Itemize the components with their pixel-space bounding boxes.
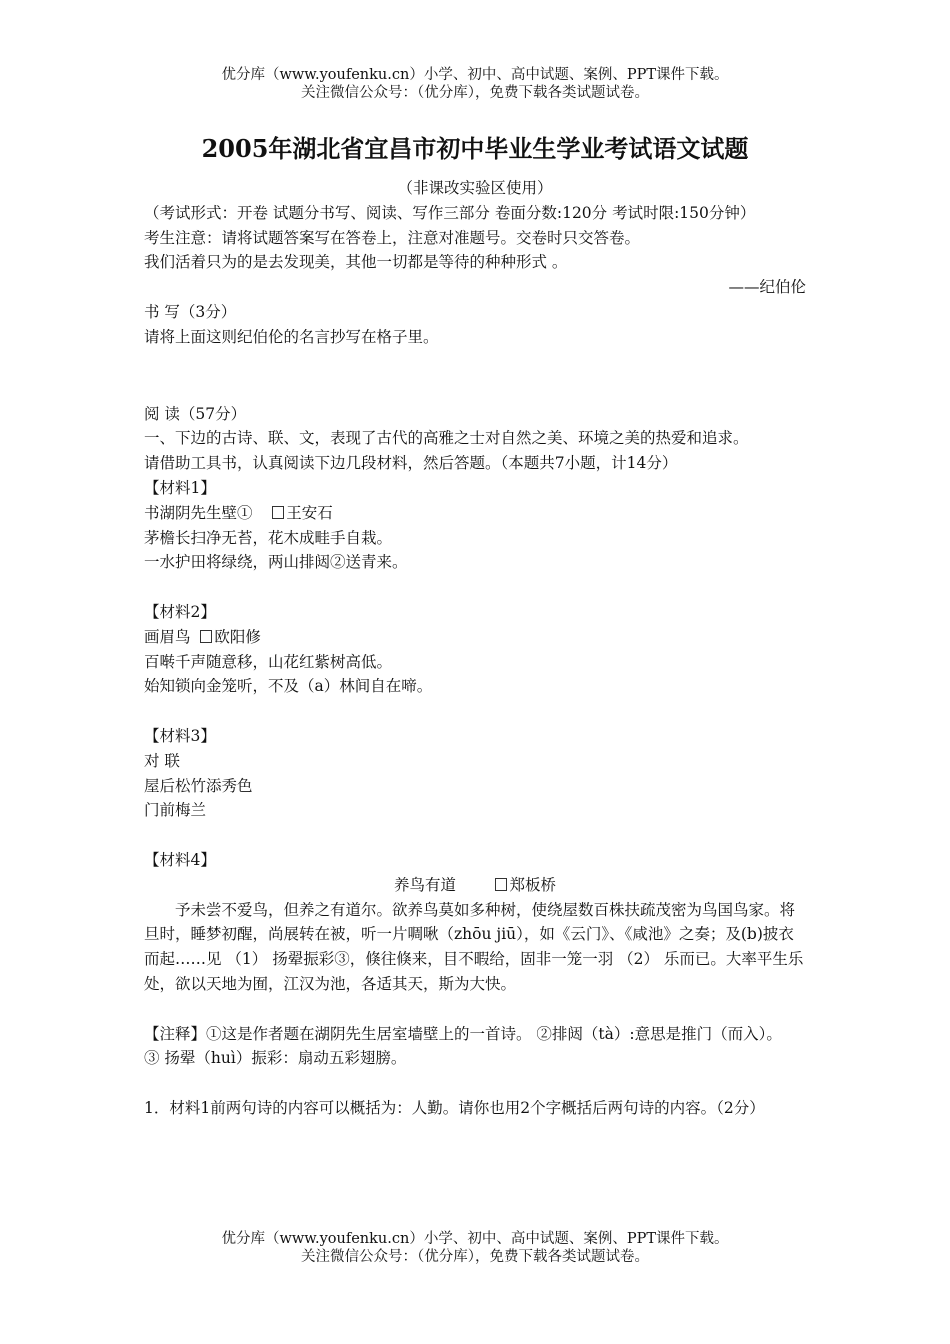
footer-line-1: 优分库（www.youfenku.cn）小学、初中、高中试题、案例、PPT课件下载。	[221, 1231, 729, 1247]
header-line-1: 优分库（www.youfenku.cn）小学、初中、高中试题、案例、PPT课件下载。	[221, 67, 729, 83]
material-4-text: 予未尝不爱鸟，但养之有道尔。欲养鸟莫如多种树，使绕屋数百株扶疏茂密为鸟国鸟家。将旦时，睡梦初醒，尚展转在被，听一片啁啾（zhōu jiū），如《云门》、《咸池》之奏；及(b)披衣而起……见 （1） 扬翚振彩③，倏往倏来，目不暇给，固非一笼一羽 （2） 乐而已。大率平生乐处，欲以天地为囿，江汉为池，各适其天，斯为大快。	[144, 900, 804, 993]
reading-intro-1: 一、下边的古诗、联、文，表现了古代的高雅之士对自然之美、环境之美的热爱和追求。	[144, 429, 749, 448]
quote-author: ——纪伯伦	[728, 278, 806, 297]
material-4-title: 养鸟有道	[394, 875, 457, 894]
reading-heading: 阅 读（57分）	[144, 404, 247, 423]
reading-intro-2: 请借助工具书，认真阅读下边几段材料，然后答题。（本题共7小题，计14分）	[144, 454, 678, 473]
notes-line-2: ③ 扬翚（huì）振彩：扇动五彩翅膀。	[144, 1049, 407, 1068]
material-1-title: 书湖阴先生壁①	[144, 503, 253, 522]
material-1-line-2: 一水护田将绿绕，两山排闼②送青来。	[144, 553, 408, 572]
exam-notice: 考生注意：请将试题答案写在答卷上，注意对准题号。交卷时只交答卷。	[144, 228, 641, 247]
material-1-label: 【材料1】	[144, 478, 216, 497]
material-2-title: 画眉鸟	[144, 627, 191, 646]
footer-line-2: 关注微信公众号：（优分库），免费下载各类试题试卷。	[301, 1249, 649, 1265]
material-1-line-1: 茅檐长扫净无苔，花木成畦手自栽。	[144, 528, 393, 547]
writing-instruction: 请将上面这则纪伯伦的名言抄写在格子里。	[144, 327, 439, 346]
material-1-title-line	[144, 501, 806, 526]
material-1-author: 王安石	[286, 503, 333, 522]
material-2-line-2: 始知锁向金笼听，不及（a）林间自在啼。	[144, 677, 433, 696]
material-3-label: 【材料3】	[144, 726, 216, 745]
header-line-2: 关注微信公众号：（优分库），免费下载各类试题试卷。	[301, 85, 649, 101]
material-3-title: 对 联	[144, 751, 180, 770]
question-1: 1．材料1前两句诗的内容可以概括为：人勤。请你也用2个字概括后两句诗的内容。（2分）	[144, 1098, 765, 1117]
writing-heading: 书 写（3分）	[144, 302, 237, 321]
page-header	[0, 66, 950, 102]
material-4-author: 郑板桥	[509, 875, 556, 894]
notes-line-1: 【注释】①这是作者题在湖阴先生居室墙壁上的一首诗。 ②排闼（tà）:意思是推门（而入）。	[144, 1024, 782, 1043]
material-2-author: 欧阳修	[214, 627, 261, 646]
page-footer	[0, 1230, 950, 1266]
subtitle: （非课改实验区使用）	[397, 179, 553, 197]
document-title: 2005年湖北省宜昌市初中毕业生学业考试语文试题	[201, 134, 749, 163]
material-4-label: 【材料4】	[144, 850, 216, 869]
material-2-title-line	[144, 625, 806, 650]
placeholder-box-icon	[200, 630, 212, 643]
material-2-label: 【材料2】	[144, 602, 216, 621]
placeholder-box-icon	[495, 878, 507, 891]
exam-info: （考试形式：开卷 试题分书写、阅读、写作三部分 卷面分数:120分 考试时限:150分钟）	[144, 203, 756, 222]
material-4-title-line	[144, 873, 806, 898]
material-3-line-2: 门前梅兰	[144, 801, 207, 820]
material-2-line-1: 百啭千声随意移，山花红紫树高低。	[144, 652, 393, 671]
quote: 我们活着只为的是去发现美，其他一切都是等待的种种形式 。	[144, 253, 568, 272]
placeholder-box-icon	[272, 506, 284, 519]
document-body	[144, 176, 806, 1121]
material-3-line-1: 屋后松竹添秀色	[144, 776, 253, 795]
